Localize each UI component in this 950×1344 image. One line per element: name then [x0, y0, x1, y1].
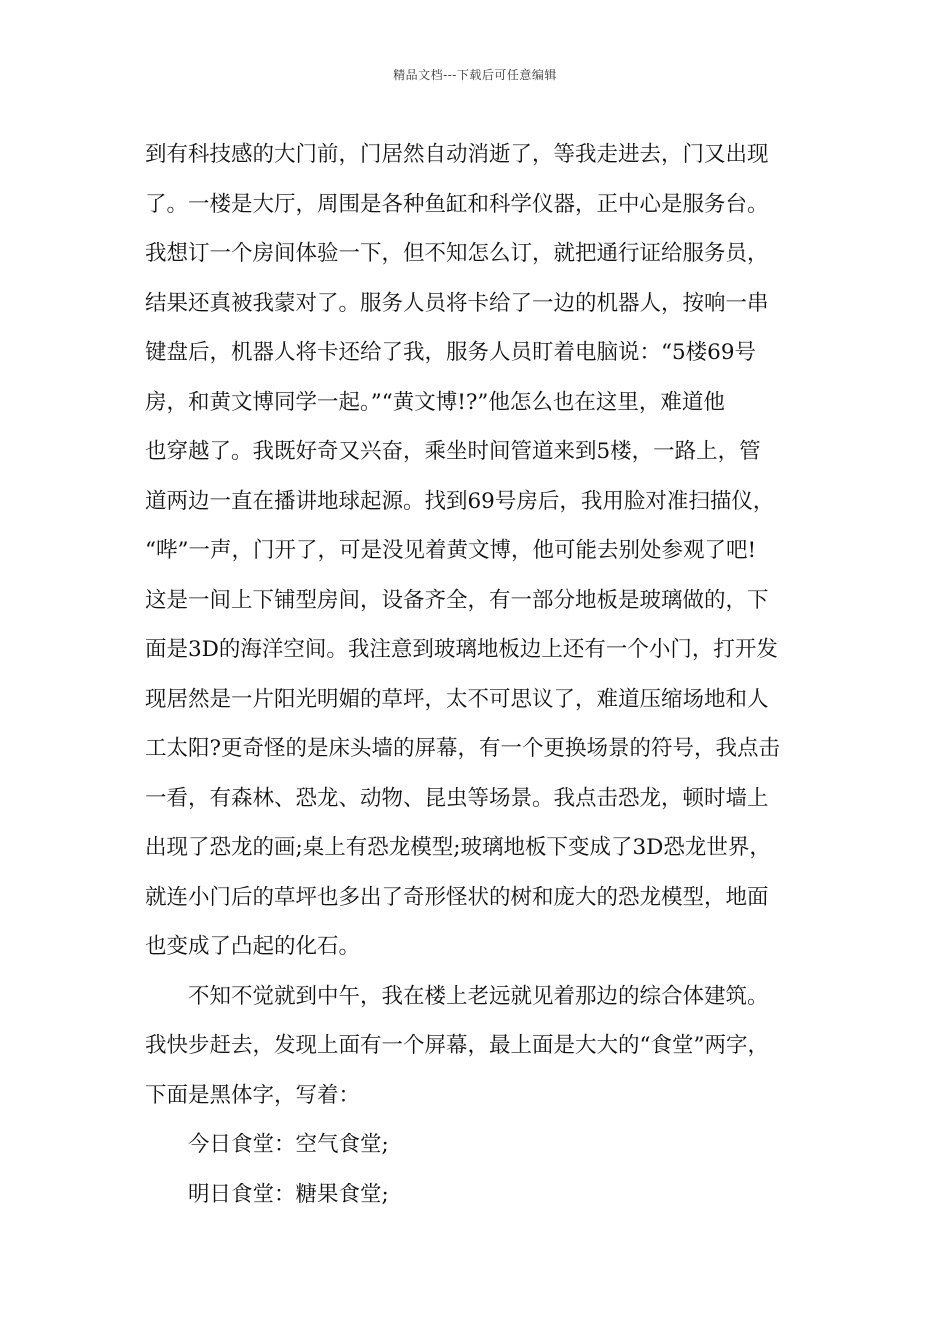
text-line: 也穿越了。我既好奇又兴奋，乘坐时间管道来到5楼，一路上，管: [145, 439, 761, 464]
text-line: 这是一间上下铺型房间，设备齐全，有一部分地板是玻璃做的，下: [145, 587, 769, 613]
paragraph-start-line: 不知不觉就到中午，我在楼上老远就见着那边的综合体建筑。: [188, 983, 769, 1009]
text-line: 也变成了凸起的化石。: [145, 934, 361, 959]
document-body: [145, 130, 813, 1219]
text-line: 结果还真被我蒙对了。服务人员将卡给了一边的机器人，按响一串: [145, 290, 769, 316]
text-line: 工太阳?更奇怪的是床头墙的屏幕，有一个更换场景的符号，我点击: [145, 736, 781, 761]
text-line: 下面是黑体字，写着：: [145, 1082, 361, 1108]
text-line: 我快步赶去，发现上面有一个屏幕，最上面是大大的“食堂”两字，: [145, 1033, 769, 1058]
text-line: 键盘后，机器人将卡还给了我，服务人员盯着电脑说：“5楼69号: [145, 340, 757, 365]
text-line: “哔”一声，门开了，可是没见着黄文博，他可能去别处参观了吧!: [145, 538, 757, 563]
text-line: 就连小门后的草坪也多出了奇形怪状的树和庞大的恐龙模型，地面: [145, 884, 769, 910]
text-line: 道两边一直在播讲地球起源。找到69号房后，我用脸对准扫描仪，: [145, 488, 775, 514]
text-line: 到有科技感的大门前，门居然自动消逝了，等我走进去，门又出现: [145, 142, 769, 167]
text-line: 出现了恐龙的画;桌上有恐龙模型;玻璃地板下变成了3D恐龙世界，: [145, 835, 771, 860]
menu-line-today: 今日食堂：空气食堂;: [188, 1132, 389, 1157]
text-line: 了。一楼是大厅，周围是各种鱼缸和科学仪器，正中心是服务台。: [145, 191, 769, 217]
menu-line-tomorrow: 明日食堂：糖果食堂;: [188, 1181, 389, 1207]
text-line: 一看，有森林、恐龙、动物、昆虫等场景。我点击恐龙，顿时墙上: [145, 785, 769, 811]
text-line: 现居然是一片阳光明媚的草坪，太不可思议了，难道压缩场地和人: [145, 686, 769, 712]
text-line: 面是3D的海洋空间。我注意到玻璃地板边上还有一个小门，打开发: [145, 637, 778, 662]
text-line: 房，和黄文博同学一起。”“黄文博!?”他怎么也在这里，难道他: [145, 389, 725, 415]
page-header: 精品文档---下载后可任意编辑: [393, 68, 557, 82]
text-line: 我想订一个房间体验一下，但不知怎么订，就把通行证给服务员，: [145, 241, 769, 266]
